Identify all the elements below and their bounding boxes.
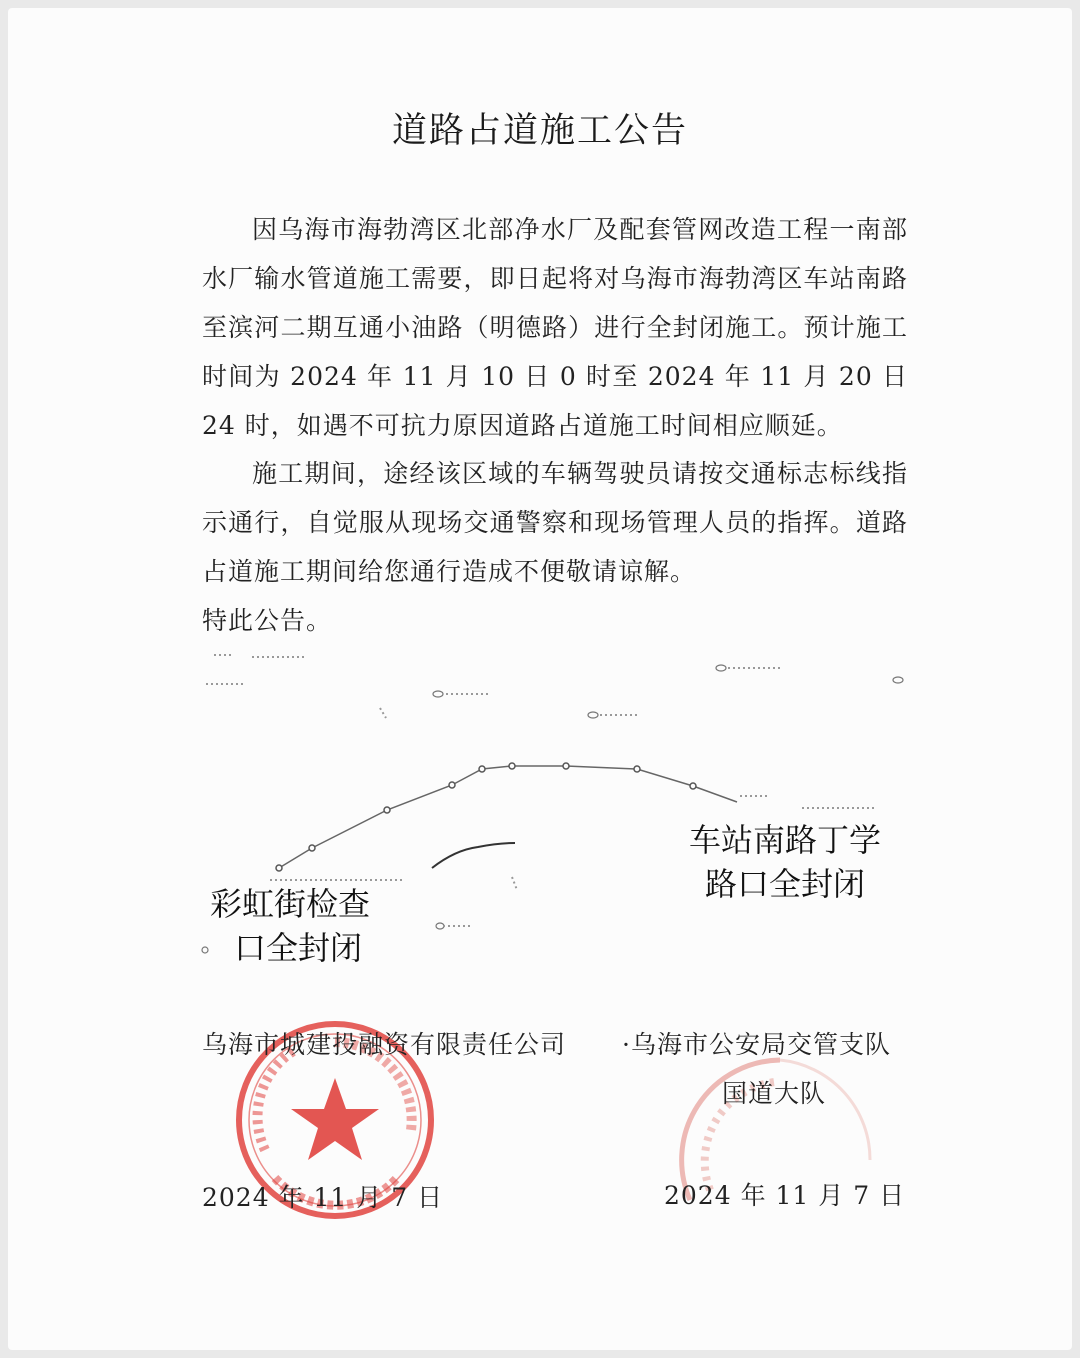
curved-road-line <box>432 843 515 868</box>
date-right: 2024 年 11 月 7 日 <box>664 1181 906 1210</box>
notice-title: 道路占道施工公告 <box>391 111 688 151</box>
closure-label-right-line2: 路口全封闭 <box>704 865 865 903</box>
closure-label-right <box>655 818 915 906</box>
route-node <box>563 763 569 769</box>
closure-label-right-line1: 车站南路丁学 <box>688 821 881 859</box>
signature-brigade: 国道大队 <box>722 1079 827 1108</box>
signature-police: ·乌海市公安局交管支队 <box>622 1030 891 1059</box>
notice-paragraph-1: 因乌海市海勃湾区北部净水厂及配套管网改造工程一南部水厂输水管道施工需要，即日起将对乌海市海勃湾区车站南路至滨河二期互通小油路（明德路）进行全封闭施工。预计施工时间为 2024 年 11 月 10 日 0 时至 2024 年 11 月 20 日 24 时，如遇不可抗力原因道路占道施工时间相应顺延。 <box>202 215 908 440</box>
closure-label-left-line2: 口全封闭 <box>234 929 363 967</box>
route-node <box>309 845 315 851</box>
route-node <box>509 763 515 769</box>
map-marker <box>716 665 726 671</box>
closure-label-left <box>210 882 430 970</box>
route-node <box>690 783 696 789</box>
map-marker <box>202 947 208 953</box>
signature-company: 乌海市城建投融资有限责任公司 <box>202 1030 567 1059</box>
date-left: 2024 年 11 月 7 日 <box>202 1183 444 1212</box>
route-node <box>634 766 640 772</box>
notice-paragraph-2: 施工期间，途经该区域的车辆驾驶员请按交通标志标线指示通行，自觉服从现场交通警察和现场管理人员的指挥。道路占道施工期间给您通行造成不便敬请谅解。 <box>202 459 908 586</box>
notice-closing: 特此公告。 <box>202 606 333 635</box>
seal-star-icon <box>291 1078 379 1160</box>
route-node <box>276 865 282 871</box>
route-node <box>479 766 485 772</box>
map-marker <box>436 923 444 929</box>
route-node <box>384 807 390 813</box>
map-marker <box>433 691 443 697</box>
map-marker <box>893 677 903 683</box>
map-marker <box>588 712 598 718</box>
route-nodes <box>276 763 696 871</box>
closure-label-left-line1: 彩虹街检查 <box>210 885 371 923</box>
route-node <box>449 782 455 788</box>
